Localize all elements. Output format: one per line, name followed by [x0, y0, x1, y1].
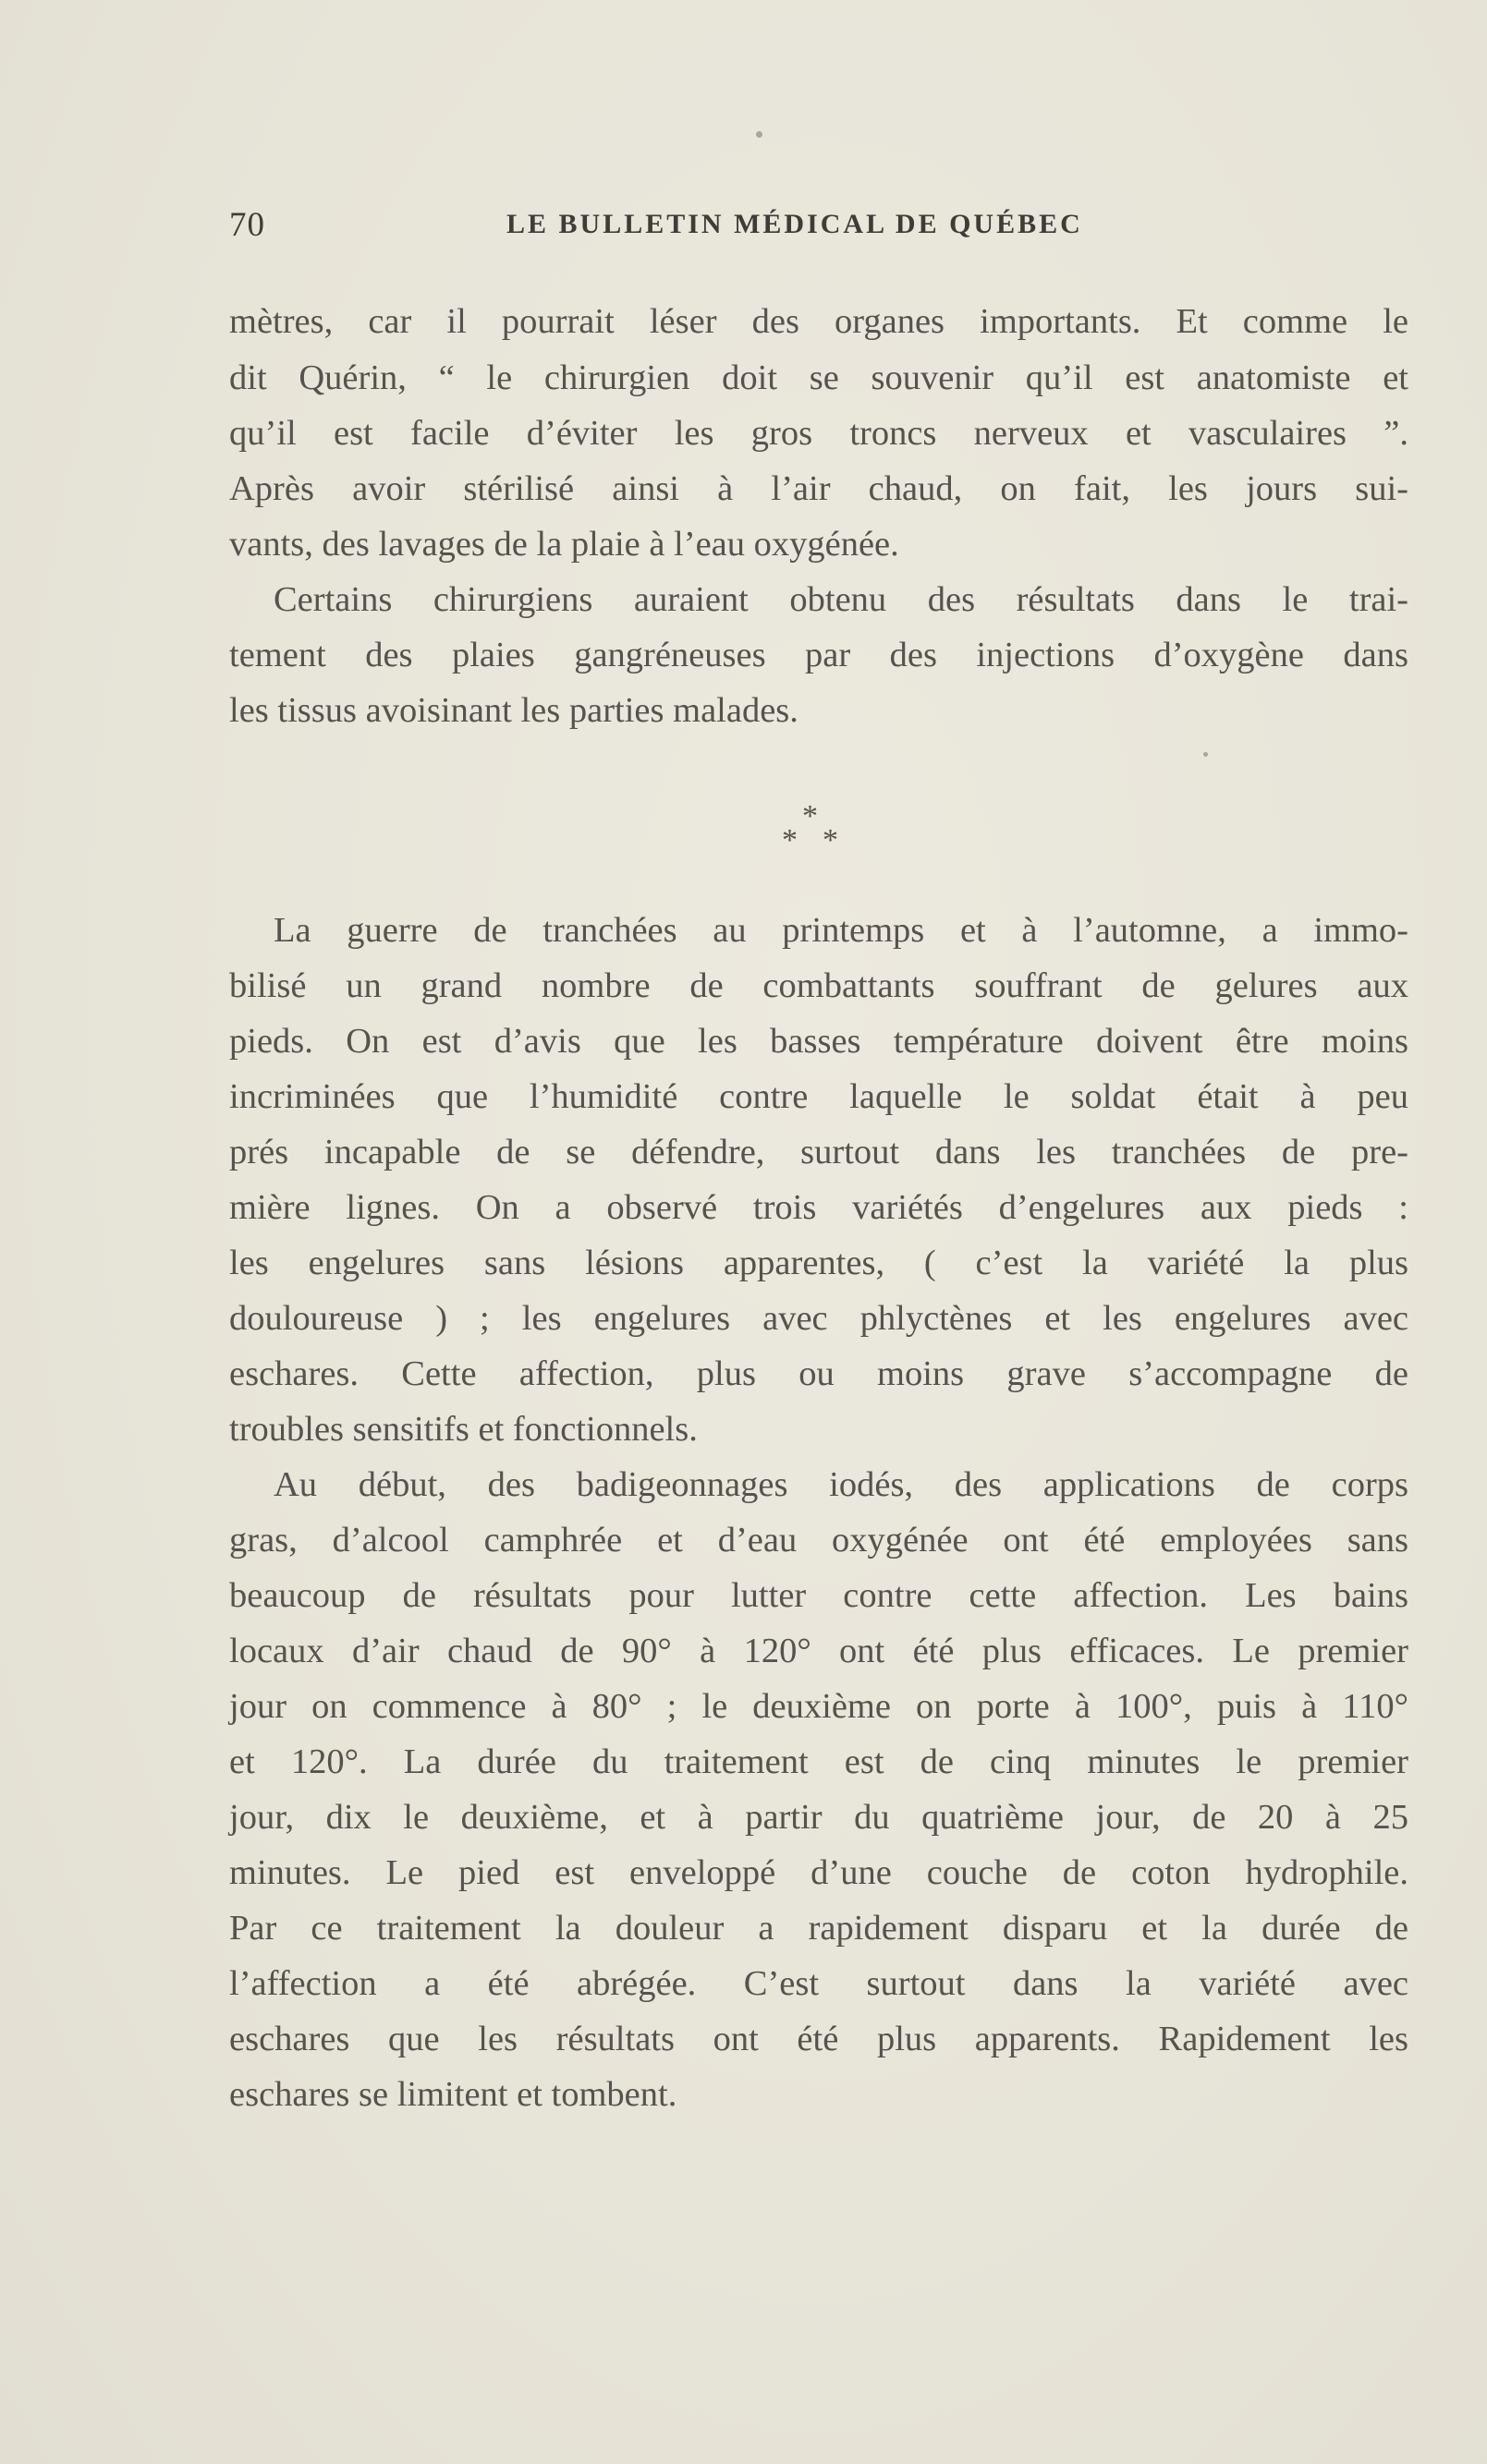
page-header	[229, 205, 1408, 251]
text-line: Par ce traitement la douleur a rapidement disparu et la durée de	[229, 1909, 1408, 1948]
asterisk-glyph: *	[782, 823, 798, 857]
text-line: qu’il est facile d’éviter les gros troncs nerveux et vasculaires ”.	[229, 414, 1408, 453]
ink-speck	[1203, 752, 1208, 757]
page-number: 70	[229, 206, 265, 244]
text-line: tement des plaies gangréneuses par des injections d’oxygène dans	[229, 636, 1408, 674]
text-line: pieds. On est d’avis que les basses température doivent être moins	[229, 1022, 1408, 1061]
asterism-separator	[776, 799, 850, 855]
text-line: l’affection a été abrégée. C’est surtout dans la variété avec	[229, 1964, 1408, 2003]
text-line: vants, des lavages de la plaie à l’eau oxygénée.	[229, 525, 899, 564]
text-line: jour on commence à 80° ; le deuxième on porte à 100°, puis à 110°	[229, 1687, 1408, 1726]
text-line: mière lignes. On a observé trois variétés d’engelures aux pieds :	[229, 1188, 1408, 1227]
text-line: troubles sensitifs et fonctionnels.	[229, 1410, 698, 1449]
text-line: minutes. Le pied est enveloppé d’une couche de coton hydrophile.	[229, 1853, 1408, 1892]
text-line: gras, d’alcool camphrée et d’eau oxygénée ont été employées sans	[229, 1521, 1408, 1560]
text-line: les tissus avoisinant les parties malades.	[229, 691, 798, 730]
text-line: mètres, car il pourrait léser des organes importants. Et comme le	[229, 302, 1408, 341]
text-line: douloureuse ) ; les engelures avec phlyctènes et les engelures avec	[229, 1299, 1408, 1338]
text-line: dit Quérin, “ le chirurgien doit se souvenir qu’il est anatomiste et	[229, 358, 1408, 397]
text-line: jour, dix le deuxième, et à partir du quatrième jour, de 20 à 25	[229, 1798, 1408, 1837]
text-line: bilisé un grand nombre de combattants souffrant de gelures aux	[229, 966, 1408, 1005]
text-line: La guerre de tranchées au printemps et à l’automne, a immo-	[274, 911, 1408, 950]
text-line: les engelures sans lésions apparentes, ( c’est la variété la plus	[229, 1244, 1408, 1282]
text-line: prés incapable de se défendre, surtout dans les tranchées de pre-	[229, 1133, 1408, 1171]
text-line: locaux d’air chaud de 90° à 120° ont été plus efficaces. Le premier	[229, 1632, 1408, 1670]
text-line: eschares que les résultats ont été plus apparents. Rapidement les	[229, 2020, 1408, 2058]
text-line: Après avoir stérilisé ainsi à l’air chaud, on fait, les jours sui-	[229, 469, 1408, 508]
text-line: eschares. Cette affection, plus ou moins grave s’accompagne de	[229, 1354, 1408, 1393]
text-line: Certains chirurgiens auraient obtenu des résultats dans le trai-	[274, 580, 1408, 619]
asterisk-glyph: *	[802, 799, 818, 833]
text-line: eschares se limitent et tombent.	[229, 2075, 677, 2114]
text-line: incriminées que l’humidité contre laquelle le soldat était à peu	[229, 1077, 1408, 1116]
text-line: beaucoup de résultats pour lutter contre cette affection. Les bains	[229, 1576, 1408, 1615]
text-line: Au début, des badigeonnages iodés, des applications de corps	[274, 1465, 1408, 1504]
running-title: LE BULLETIN MÉDICAL DE QUÉBEC	[506, 209, 1083, 239]
text-line: et 120°. La durée du traitement est de cinq minutes le premier	[229, 1742, 1408, 1781]
asterisk-glyph: *	[823, 823, 838, 857]
ink-speck	[756, 131, 762, 138]
